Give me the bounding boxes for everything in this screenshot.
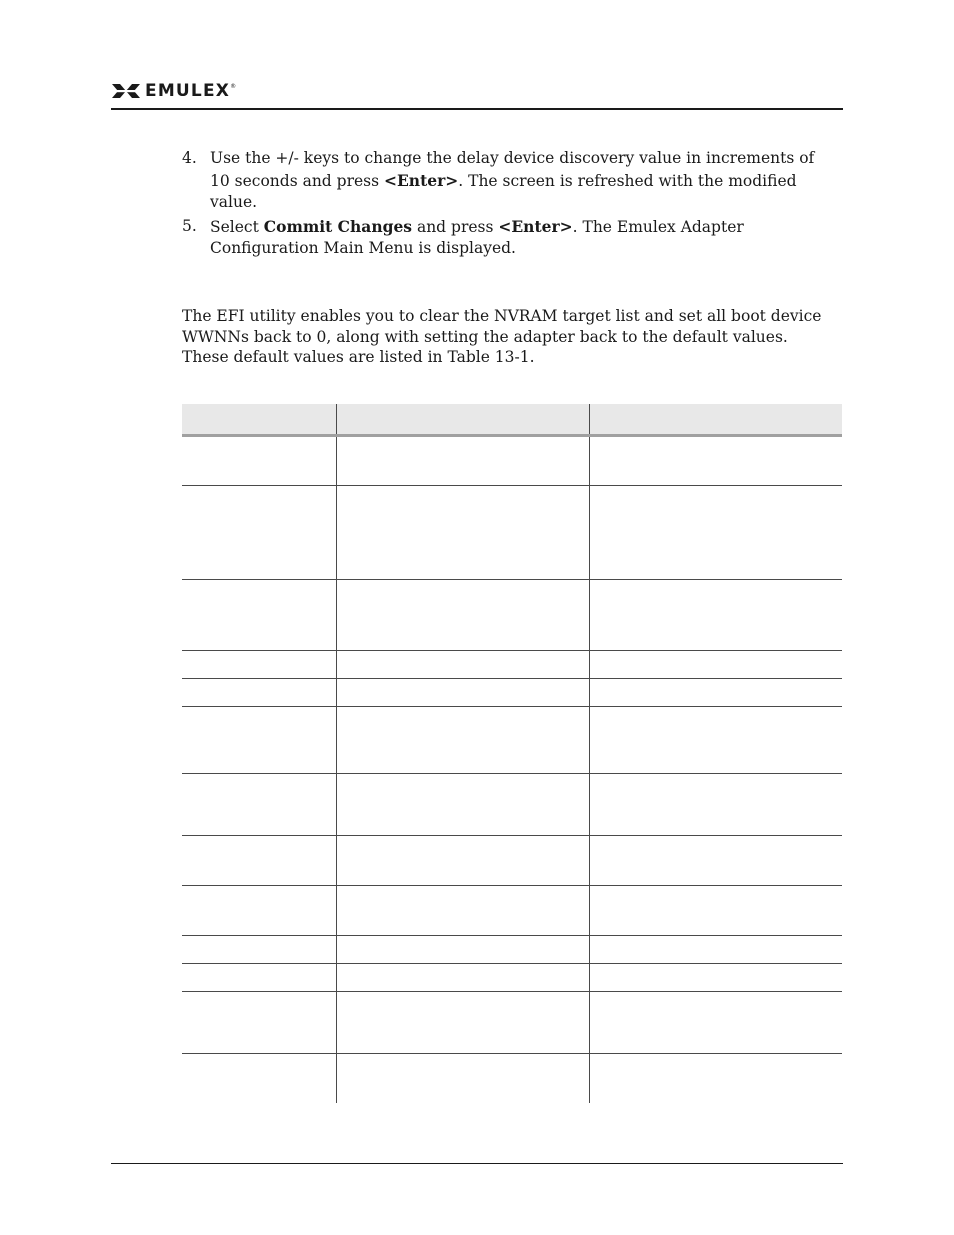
table-cell bbox=[589, 886, 842, 936]
step-5 bbox=[182, 216, 832, 260]
table-cell bbox=[336, 707, 589, 774]
table-row bbox=[182, 886, 842, 936]
table-cell bbox=[336, 1054, 589, 1103]
step-text: . The Emulex Adapter Configuration Main Menu is displayed. bbox=[210, 217, 744, 257]
table-row bbox=[182, 651, 842, 679]
table-row bbox=[182, 992, 842, 1054]
table-cell bbox=[182, 679, 336, 707]
table-cell bbox=[182, 436, 336, 486]
page-header bbox=[111, 78, 843, 110]
table-row bbox=[182, 964, 842, 992]
table-cell bbox=[182, 707, 336, 774]
emulex-logo bbox=[111, 81, 236, 101]
table-cell bbox=[336, 486, 589, 580]
table-row bbox=[182, 836, 842, 886]
body-paragraph: The EFI utility enables you to clear the NVRAM target list and set all boot device WWNNs back to 0, along with setting the adapter back to the default values. These default values are listed in Table 13-1. bbox=[182, 307, 822, 366]
table-cell bbox=[589, 651, 842, 679]
table-cell bbox=[182, 964, 336, 992]
header-rule bbox=[111, 108, 843, 110]
table-row bbox=[182, 774, 842, 836]
table-cell bbox=[589, 486, 842, 580]
header-cell bbox=[589, 404, 842, 436]
table-cell bbox=[336, 774, 589, 836]
table-cell bbox=[589, 580, 842, 651]
table-row bbox=[182, 436, 842, 486]
table-cell bbox=[182, 992, 336, 1054]
table-cell bbox=[589, 1054, 842, 1103]
table-cell bbox=[589, 992, 842, 1054]
step-text: Use the +/- keys to change the delay device discovery value in increments of 10 seconds and press bbox=[210, 149, 815, 190]
step-text: and press bbox=[412, 217, 499, 236]
table-cell bbox=[182, 774, 336, 836]
table-cell bbox=[589, 936, 842, 964]
step-text: Select bbox=[210, 217, 264, 236]
table-cell bbox=[182, 486, 336, 580]
table-row bbox=[182, 1054, 842, 1103]
table-cell bbox=[336, 436, 589, 486]
header-cell bbox=[182, 404, 336, 436]
table-cell bbox=[589, 679, 842, 707]
table-cell bbox=[182, 936, 336, 964]
table-row bbox=[182, 580, 842, 651]
table-row bbox=[182, 486, 842, 580]
step-4 bbox=[182, 148, 832, 214]
table-cell bbox=[336, 836, 589, 886]
header-cell bbox=[336, 404, 589, 436]
table-cell bbox=[336, 936, 589, 964]
step-text: . The screen is refreshed with the modified value. bbox=[210, 171, 797, 211]
step-number: 4. bbox=[182, 149, 197, 167]
table-cell bbox=[182, 651, 336, 679]
table-row bbox=[182, 707, 842, 774]
table-cell bbox=[589, 836, 842, 886]
logo-trademark: ® bbox=[230, 83, 237, 90]
table-cell bbox=[589, 774, 842, 836]
step-key: <Enter> bbox=[498, 216, 573, 236]
table-row bbox=[182, 936, 842, 964]
table-cell bbox=[182, 1054, 336, 1103]
table-cell bbox=[336, 679, 589, 707]
table-cell bbox=[182, 836, 336, 886]
table-cell bbox=[182, 580, 336, 651]
procedure-steps bbox=[182, 148, 832, 262]
table-cell bbox=[182, 886, 336, 936]
table-cell bbox=[589, 436, 842, 486]
step-number: 5. bbox=[182, 216, 197, 235]
emulex-logo-icon bbox=[111, 82, 141, 100]
logo-wordmark: EMULEX bbox=[145, 81, 231, 101]
default-values-table bbox=[182, 404, 842, 1103]
table-cell bbox=[336, 580, 589, 651]
table-cell bbox=[336, 651, 589, 679]
footer-rule bbox=[111, 1163, 843, 1164]
table-row bbox=[182, 679, 842, 707]
step-key: <Enter> bbox=[384, 170, 459, 190]
table-header-row bbox=[182, 404, 842, 436]
table-cell bbox=[336, 992, 589, 1054]
table-cell bbox=[336, 886, 589, 936]
table-cell bbox=[336, 964, 589, 992]
step-menu-item: Commit Changes bbox=[263, 216, 413, 236]
table-cell bbox=[589, 964, 842, 992]
table-cell bbox=[589, 707, 842, 774]
